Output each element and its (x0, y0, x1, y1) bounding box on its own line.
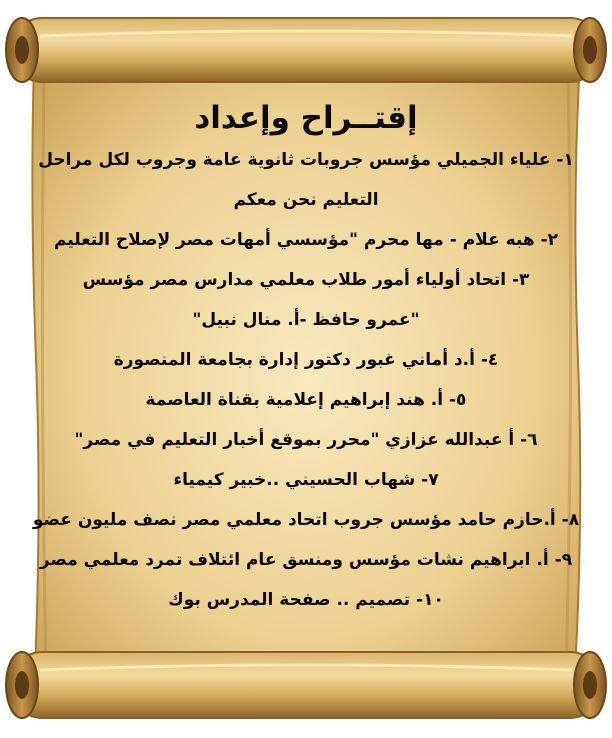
list-item: ١٠- تصميم .. صفحة المدرس بوك (168, 590, 444, 610)
list-item: ٩- أ. ابراهيم نشات مؤسس ومنسق عام ائتلاف تمرد معلمي مصر (39, 550, 573, 570)
list-item: ١- علياء الجميلي مؤسس جروبات ثانوية عامة وجروب لكل مراحل (38, 150, 574, 170)
list-item: ٦- أ عبدالله عزازي "محرر بموقع أخبار التعليم في مصر" (74, 430, 538, 450)
list-item: ٧- شهاب الحسيني ..خبير كيمياء (173, 470, 439, 490)
list-item: ٢- هبه علام - مها محرم "مؤسسي أمهات مصر لإصلاح التعليم (54, 230, 558, 250)
list-item: ٤- أ.د أماني غبور دكتور إدارة بجامعة المنصورة (113, 350, 499, 370)
scroll-content (28, 78, 584, 664)
page-title: إقتــراح وإعداد (194, 100, 418, 136)
list-item: التعليم نحن معكم (233, 190, 379, 210)
list-item: ٣- اتحاد أولياء أمور طلاب معلمي مدارس مصر مؤسس (82, 270, 530, 290)
list-item: ٨- أ.حازم حامد مؤسس جروب اتحاد معلمي مصر نصف مليون عضو (32, 510, 580, 530)
list-item: "عمرو حافظ -أ. منال نبيل" (192, 310, 420, 330)
list-item: ٥- أ. هند إبراهيم إعلامية بقناة العاصمة (145, 390, 467, 410)
